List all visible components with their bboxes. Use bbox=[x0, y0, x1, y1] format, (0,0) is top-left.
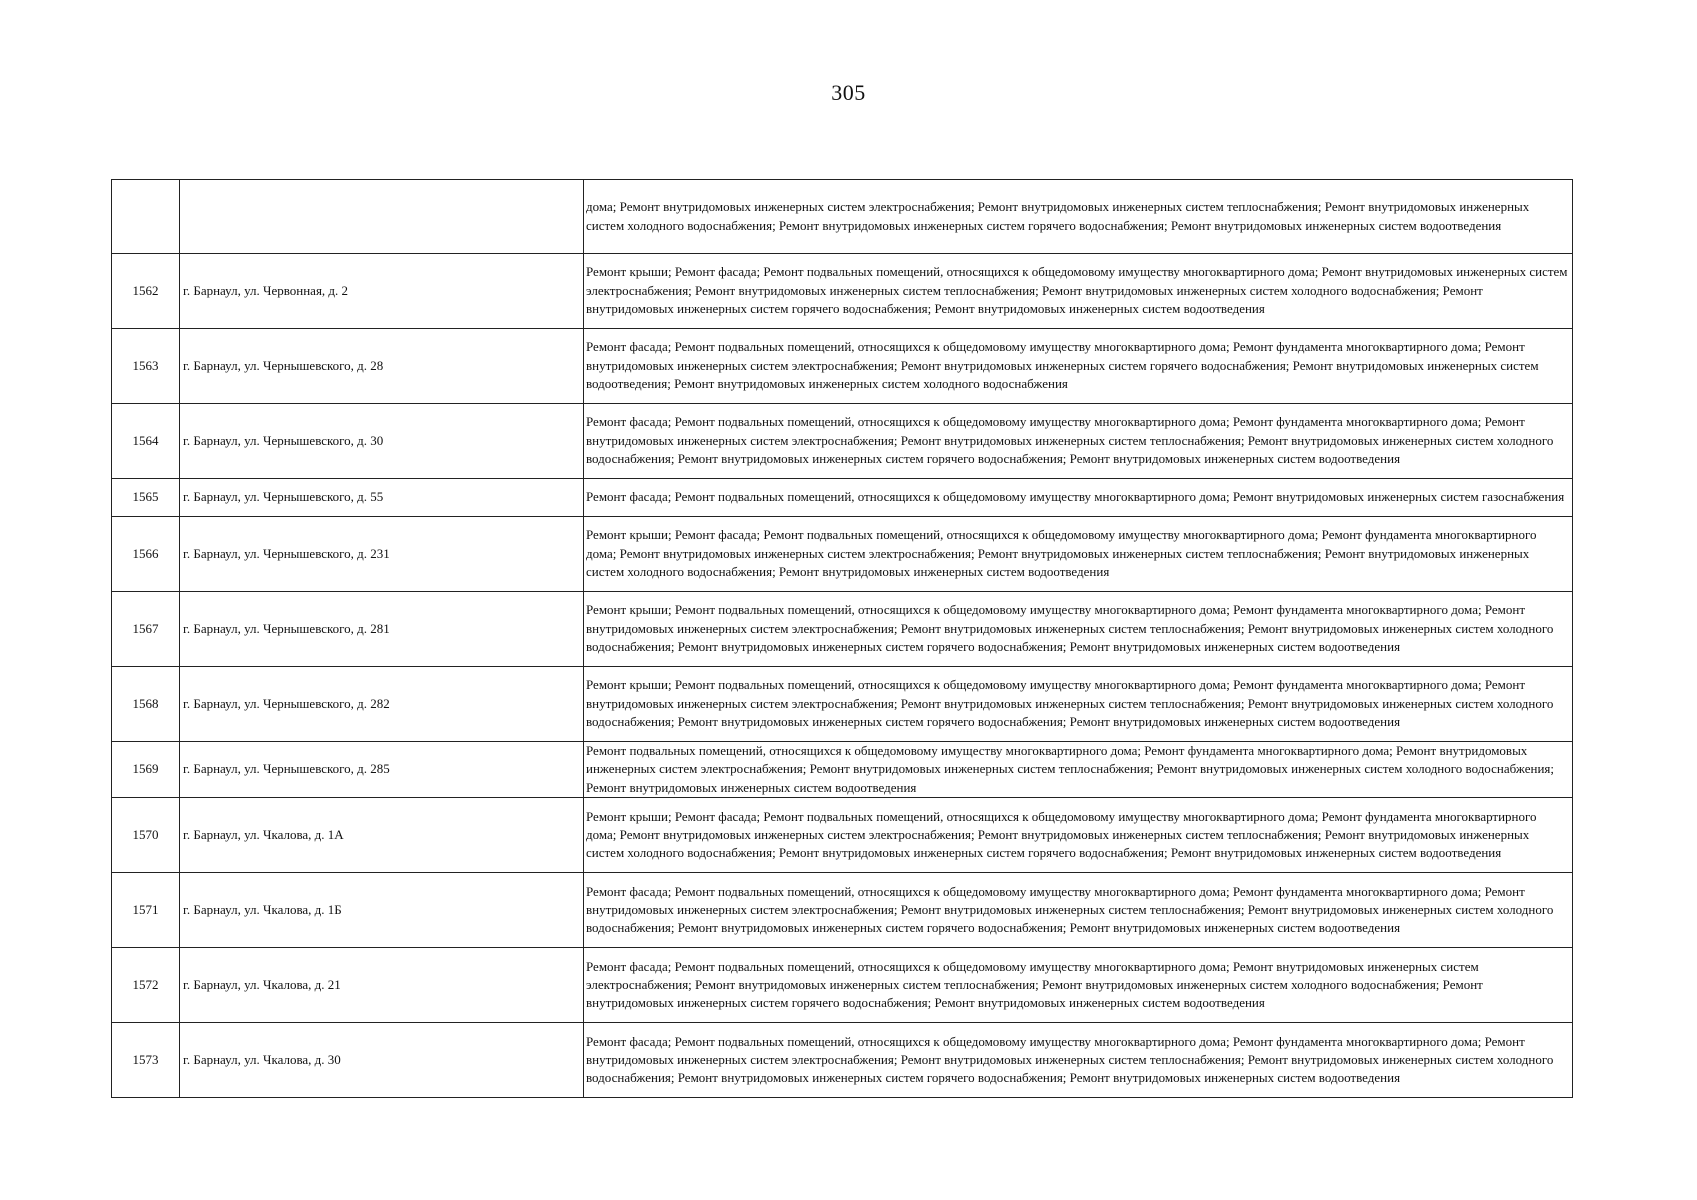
works-table bbox=[111, 179, 1573, 1098]
row-address: г. Барнаул, ул. Чернышевского, д. 30 bbox=[180, 404, 584, 479]
table-row bbox=[112, 517, 1573, 592]
row-address: г. Барнаул, ул. Чернышевского, д. 285 bbox=[180, 742, 584, 798]
row-number: 1564 bbox=[112, 404, 180, 479]
page-number: 305 bbox=[831, 80, 866, 105]
row-address: г. Барнаул, ул. Чкалова, д. 30 bbox=[180, 1023, 584, 1098]
row-number: 1573 bbox=[112, 1023, 180, 1098]
row-works: Ремонт крыши; Ремонт подвальных помещений, относящихся к общедомовому имуществу многоквартирного дома; Ремонт фундамента многоквартирного дома; Ремонт внутридомовых инженерных систем электроснабжения; Ремонт внутридомовых инженерных систем теплоснабжения; Ремонт внутридомовых инженерных систем холодного водоснабжения; Ремонт внутридомовых инженерных систем горячего водоснабжения; Ремонт внутридомовых инженерных систем водоотведения bbox=[584, 592, 1573, 667]
table-row bbox=[112, 798, 1573, 873]
table-row bbox=[112, 592, 1573, 667]
row-works: Ремонт крыши; Ремонт фасада; Ремонт подвальных помещений, относящихся к общедомовому имуществу многоквартирного дома; Ремонт фундамента многоквартирного дома; Ремонт внутридомовых инженерных систем электроснабжения; Ремонт внутридомовых инженерных систем теплоснабжения; Ремонт внутридомовых инженерных систем холодного водоснабжения; Ремонт внутридомовых инженерных систем водоотведения bbox=[584, 517, 1573, 592]
row-works: Ремонт фасада; Ремонт подвальных помещений, относящихся к общедомовому имуществу многоквартирного дома; Ремонт фундамента многоквартирного дома; Ремонт внутридомовых инженерных систем электроснабжения; Ремонт внутридомовых инженерных систем теплоснабжения; Ремонт внутридомовых инженерных систем холодного водоснабжения; Ремонт внутридомовых инженерных систем горячего водоснабжения; Ремонт внутридомовых инженерных систем водоотведения bbox=[584, 1023, 1573, 1098]
row-address: г. Барнаул, ул. Червонная, д. 2 bbox=[180, 254, 584, 329]
row-address: г. Барнаул, ул. Чернышевского, д. 281 bbox=[180, 592, 584, 667]
row-address bbox=[180, 180, 584, 254]
row-works: Ремонт крыши; Ремонт фасада; Ремонт подвальных помещений, относящихся к общедомовому имуществу многоквартирного дома; Ремонт фундамента многоквартирного дома; Ремонт внутридомовых инженерных систем электроснабжения; Ремонт внутридомовых инженерных систем теплоснабжения; Ремонт внутридомовых инженерных систем холодного водоснабжения; Ремонт внутридомовых инженерных систем горячего водоснабжения; Ремонт внутридомовых инженерных систем водоотведения bbox=[584, 798, 1573, 873]
table-row bbox=[112, 948, 1573, 1023]
row-number: 1572 bbox=[112, 948, 180, 1023]
table-row bbox=[112, 1023, 1573, 1098]
row-number: 1562 bbox=[112, 254, 180, 329]
table-row bbox=[112, 329, 1573, 404]
row-works: Ремонт фасада; Ремонт подвальных помещений, относящихся к общедомовому имуществу многоквартирного дома; Ремонт внутридомовых инженерных систем электроснабжения; Ремонт внутридомовых инженерных систем теплоснабжения; Ремонт внутридомовых инженерных систем холодного водоснабжения; Ремонт внутридомовых инженерных систем горячего водоснабжения; Ремонт внутридомовых инженерных систем водоотведения bbox=[584, 948, 1573, 1023]
table-row bbox=[112, 873, 1573, 948]
row-address: г. Барнаул, ул. Чкалова, д. 21 bbox=[180, 948, 584, 1023]
row-number: 1570 bbox=[112, 798, 180, 873]
row-number: 1569 bbox=[112, 742, 180, 798]
row-number: 1563 bbox=[112, 329, 180, 404]
row-number: 1567 bbox=[112, 592, 180, 667]
row-address: г. Барнаул, ул. Чернышевского, д. 28 bbox=[180, 329, 584, 404]
row-address: г. Барнаул, ул. Чернышевского, д. 231 bbox=[180, 517, 584, 592]
table-row bbox=[112, 742, 1573, 798]
row-number: 1571 bbox=[112, 873, 180, 948]
row-address: г. Барнаул, ул. Чернышевского, д. 55 bbox=[180, 479, 584, 517]
row-works: Ремонт фасада; Ремонт подвальных помещений, относящихся к общедомовому имуществу многоквартирного дома; Ремонт фундамента многоквартирного дома; Ремонт внутридомовых инженерных систем электроснабжения; Ремонт внутридомовых инженерных систем теплоснабжения; Ремонт внутридомовых инженерных систем холодного водоснабжения; Ремонт внутридомовых инженерных систем горячего водоснабжения; Ремонт внутридомовых инженерных систем водоотведения bbox=[584, 404, 1573, 479]
table-row bbox=[112, 667, 1573, 742]
row-number bbox=[112, 180, 180, 254]
row-works: Ремонт крыши; Ремонт фасада; Ремонт подвальных помещений, относящихся к общедомовому имуществу многоквартирного дома; Ремонт внутридомовых инженерных систем электроснабжения; Ремонт внутридомовых инженерных систем теплоснабжения; Ремонт внутридомовых инженерных систем холодного водоснабжения; Ремонт внутридомовых инженерных систем горячего водоснабжения; Ремонт внутридомовых инженерных систем водоотведения bbox=[584, 254, 1573, 329]
row-number: 1568 bbox=[112, 667, 180, 742]
row-works: Ремонт фасада; Ремонт подвальных помещений, относящихся к общедомовому имуществу многоквартирного дома; Ремонт фундамента многоквартирного дома; Ремонт внутридомовых инженерных систем электроснабжения; Ремонт внутридомовых инженерных систем горячего водоснабжения; Ремонт внутридомовых инженерных систем водоотведения; Ремонт внутридомовых инженерных систем холодного водоснабжения bbox=[584, 329, 1573, 404]
row-address: г. Барнаул, ул. Чернышевского, д. 282 bbox=[180, 667, 584, 742]
row-works: Ремонт фасада; Ремонт подвальных помещений, относящихся к общедомовому имуществу многоквартирного дома; Ремонт внутридомовых инженерных систем газоснабжения bbox=[584, 479, 1573, 517]
table-row bbox=[112, 479, 1573, 517]
row-works: Ремонт фасада; Ремонт подвальных помещений, относящихся к общедомовому имуществу многоквартирного дома; Ремонт фундамента многоквартирного дома; Ремонт внутридомовых инженерных систем электроснабжения; Ремонт внутридомовых инженерных систем теплоснабжения; Ремонт внутридомовых инженерных систем холодного водоснабжения; Ремонт внутридомовых инженерных систем горячего водоснабжения; Ремонт внутридомовых инженерных систем водоотведения bbox=[584, 873, 1573, 948]
table-row bbox=[112, 404, 1573, 479]
table-row bbox=[112, 254, 1573, 329]
row-works: Ремонт подвальных помещений, относящихся к общедомовому имуществу многоквартирного дома; Ремонт фундамента многоквартирного дома; Ремонт внутридомовых инженерных систем электроснабжения; Ремонт внутридомовых инженерных систем теплоснабжения; Ремонт внутридомовых инженерных систем холодного водоснабжения; Ремонт внутридомовых инженерных систем водоотведения bbox=[584, 742, 1573, 798]
row-works: дома; Ремонт внутридомовых инженерных систем электроснабжения; Ремонт внутридомовых инженерных систем теплоснабжения; Ремонт внутридомовых инженерных систем холодного водоснабжения; Ремонт внутридомовых инженерных систем горячего водоснабжения; Ремонт внутридомовых инженерных систем водоотведения bbox=[584, 180, 1573, 254]
row-address: г. Барнаул, ул. Чкалова, д. 1Б bbox=[180, 873, 584, 948]
row-number: 1566 bbox=[112, 517, 180, 592]
row-address: г. Барнаул, ул. Чкалова, д. 1А bbox=[180, 798, 584, 873]
row-works: Ремонт крыши; Ремонт подвальных помещений, относящихся к общедомовому имуществу многоквартирного дома; Ремонт фундамента многоквартирного дома; Ремонт внутридомовых инженерных систем электроснабжения; Ремонт внутридомовых инженерных систем теплоснабжения; Ремонт внутридомовых инженерных систем холодного водоснабжения; Ремонт внутридомовых инженерных систем горячего водоснабжения; Ремонт внутридомовых инженерных систем водоотведения bbox=[584, 667, 1573, 742]
row-number: 1565 bbox=[112, 479, 180, 517]
table-row bbox=[112, 180, 1573, 254]
